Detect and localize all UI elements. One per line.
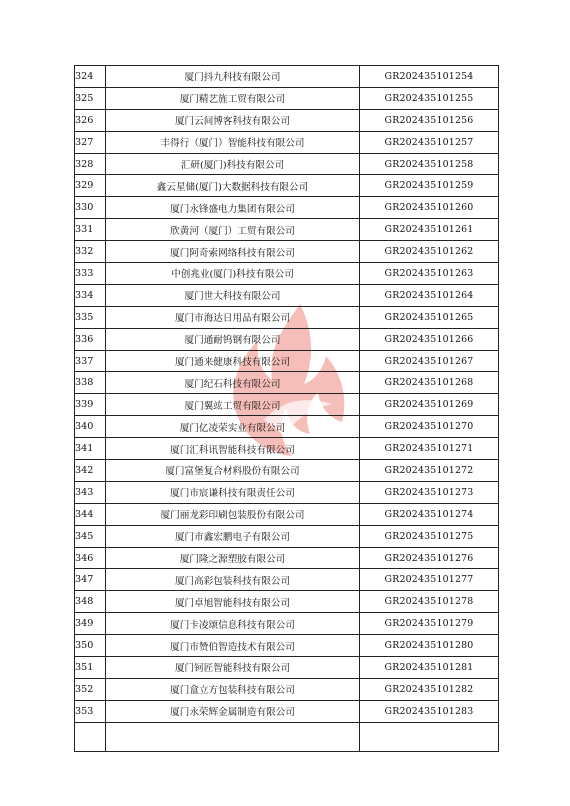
company-name: 厦门永荣辉金属制造有限公司 [106, 700, 360, 722]
empty-row [75, 722, 499, 751]
table-row [75, 263, 499, 285]
company-name: 厦门通来健康科技有限公司 [106, 350, 360, 372]
row-number: 337 [75, 350, 106, 372]
certificate-code: GR202435101257 [360, 131, 499, 153]
table-row [75, 657, 499, 679]
company-name: 厦门亿凌荣实业有限公司 [106, 416, 360, 438]
row-number: 350 [75, 635, 106, 657]
company-name: 厦门抖九科技有限公司 [106, 66, 360, 88]
row-number: 324 [75, 66, 106, 88]
certificate-code: GR202435101267 [360, 350, 499, 372]
company-name: 厦门钶匠智能科技有限公司 [106, 657, 360, 679]
table-row [75, 438, 499, 460]
table-row [75, 153, 499, 175]
company-name: 厦门汇科讯智能科技有限公司 [106, 438, 360, 460]
row-number: 340 [75, 416, 106, 438]
row-number: 335 [75, 306, 106, 328]
table-row [75, 503, 499, 525]
certificate-code: GR202435101258 [360, 153, 499, 175]
certificate-code: GR202435101282 [360, 678, 499, 700]
table-row [75, 131, 499, 153]
company-name: 厦门高彩包装科技有限公司 [106, 569, 360, 591]
company-name: 厦门通耐钨钢有限公司 [106, 328, 360, 350]
table-row [75, 416, 499, 438]
table-row [75, 219, 499, 241]
company-name: 厦门丽龙彩印刷包装股份有限公司 [106, 503, 360, 525]
row-number: 326 [75, 109, 106, 131]
row-number: 351 [75, 657, 106, 679]
company-name: 厦门盒立方包装科技有限公司 [106, 678, 360, 700]
company-name: 厦门市赞伯智造技术有限公司 [106, 635, 360, 657]
certificate-code: GR202435101272 [360, 460, 499, 482]
table-row [75, 613, 499, 635]
certificate-code: GR202435101260 [360, 197, 499, 219]
row-number: 339 [75, 394, 106, 416]
table-row [75, 569, 499, 591]
certificate-code: GR202435101273 [360, 481, 499, 503]
certificate-code: GR202435101279 [360, 613, 499, 635]
row-number: 342 [75, 460, 106, 482]
certificate-code: GR202435101263 [360, 263, 499, 285]
company-name: 鑫云星储(厦门)大数据科技有限公司 [106, 175, 360, 197]
company-name: 厦门世大科技有限公司 [106, 284, 360, 306]
company-name: 厦门富堡复合材料股份有限公司 [106, 460, 360, 482]
table-row [75, 306, 499, 328]
company-table-body [75, 66, 499, 752]
company-name: 厦门卓旭智能科技有限公司 [106, 591, 360, 613]
table-row [75, 175, 499, 197]
table-row [75, 591, 499, 613]
certificate-code: GR202435101274 [360, 503, 499, 525]
table-row [75, 87, 499, 109]
company-name: 厦门永锋盛电力集团有限公司 [106, 197, 360, 219]
row-number: 338 [75, 372, 106, 394]
row-number: 344 [75, 503, 106, 525]
row-number: 346 [75, 547, 106, 569]
certificate-code: GR202435101283 [360, 700, 499, 722]
table-row [75, 460, 499, 482]
certificate-code: GR202435101280 [360, 635, 499, 657]
row-number: 349 [75, 613, 106, 635]
certificate-code: GR202435101266 [360, 328, 499, 350]
company-name: 丰得行（厦门）智能科技有限公司 [106, 131, 360, 153]
row-number: 331 [75, 219, 106, 241]
company-name: 厦门精艺旌工贸有限公司 [106, 87, 360, 109]
row-number: 327 [75, 131, 106, 153]
table-row [75, 350, 499, 372]
certificate-code: GR202435101276 [360, 547, 499, 569]
certificate-code: GR202435101275 [360, 525, 499, 547]
company-name: 厦门阿奇索网络科技有限公司 [106, 241, 360, 263]
company-table [74, 65, 499, 752]
table-row [75, 525, 499, 547]
company-name: 厦门卡凌颂信息科技有限公司 [106, 613, 360, 635]
table-row [75, 481, 499, 503]
certificate-code: GR202435101277 [360, 569, 499, 591]
company-name: 厦门市鑫宏鹏电子有限公司 [106, 525, 360, 547]
table-row [75, 678, 499, 700]
row-number: 353 [75, 700, 106, 722]
row-number: 330 [75, 197, 106, 219]
table-row [75, 284, 499, 306]
table-row [75, 66, 499, 88]
company-name: 欣黄河（厦门）工贸有限公司 [106, 219, 360, 241]
empty-cell [75, 722, 106, 751]
certificate-code: GR202435101262 [360, 241, 499, 263]
row-number: 328 [75, 153, 106, 175]
certificate-code: GR202435101271 [360, 438, 499, 460]
row-number: 333 [75, 263, 106, 285]
table-row [75, 109, 499, 131]
certificate-code: GR202435101269 [360, 394, 499, 416]
certificate-code: GR202435101261 [360, 219, 499, 241]
company-name: 中创兆业(厦门)科技有限公司 [106, 263, 360, 285]
company-name: 厦门市宸谦科技有限责任公司 [106, 481, 360, 503]
company-name: 厦门市海达日用品有限公司 [106, 306, 360, 328]
row-number: 341 [75, 438, 106, 460]
company-name: 厦门云间博客科技有限公司 [106, 109, 360, 131]
row-number: 347 [75, 569, 106, 591]
empty-cell [360, 722, 499, 751]
row-number: 325 [75, 87, 106, 109]
table-row [75, 635, 499, 657]
certificate-code: GR202435101255 [360, 87, 499, 109]
certificate-code: GR202435101254 [360, 66, 499, 88]
row-number: 329 [75, 175, 106, 197]
table-row [75, 700, 499, 722]
row-number: 336 [75, 328, 106, 350]
certificate-code: GR202435101256 [360, 109, 499, 131]
table-row [75, 372, 499, 394]
company-name: 厦门翼竑工贸有限公司 [106, 394, 360, 416]
company-name: 汇研(厦门)科技有限公司 [106, 153, 360, 175]
table-row [75, 197, 499, 219]
company-name: 厦门隆之源塑胶有限公司 [106, 547, 360, 569]
row-number: 352 [75, 678, 106, 700]
certificate-code: GR202435101278 [360, 591, 499, 613]
empty-cell [106, 722, 360, 751]
row-number: 348 [75, 591, 106, 613]
certificate-code: GR202435101259 [360, 175, 499, 197]
table-row [75, 328, 499, 350]
certificate-code: GR202435101281 [360, 657, 499, 679]
certificate-code: GR202435101264 [360, 284, 499, 306]
certificate-code: GR202435101268 [360, 372, 499, 394]
row-number: 332 [75, 241, 106, 263]
row-number: 343 [75, 481, 106, 503]
row-number: 334 [75, 284, 106, 306]
table-row [75, 547, 499, 569]
company-name: 厦门纪石科技有限公司 [106, 372, 360, 394]
row-number: 345 [75, 525, 106, 547]
table-row [75, 394, 499, 416]
certificate-code: GR202435101265 [360, 306, 499, 328]
certificate-code: GR202435101270 [360, 416, 499, 438]
table-row [75, 241, 499, 263]
